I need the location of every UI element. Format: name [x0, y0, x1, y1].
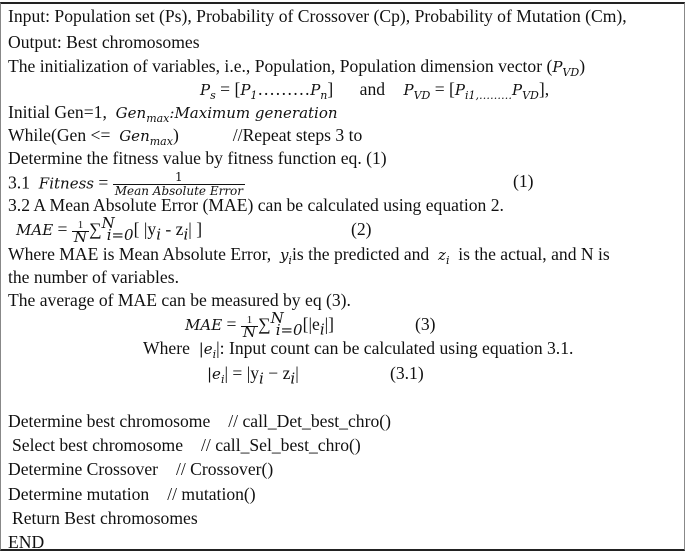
where-e-line: Where $|e_i|$: Input count can be calculated using equation 3.1.: [143, 338, 574, 362]
average-line: The average of MAE can be measured by eq (3).: [8, 289, 351, 310]
mae-intro-line: 3.2 A Mean Absolute Error (MAE) can be calculated using equation 2.: [8, 195, 504, 216]
input-line: Input: Population set (Ps), Probability of Crossover (Cp), Probability of Mutation (Cm),: [8, 6, 627, 26]
init-line: [8, 56, 585, 77]
init-end: ): [579, 55, 586, 76]
ps-equation: $P_s$ = $[P_1\dots\dots\dots P_n]$ and $P_{VD} = [P_{i1,\dots\dots\dots}P_{VD}]$,: [200, 78, 550, 102]
while-line: While(Gen <= Gen$_{max}$) //Repeat steps 3 to: [8, 124, 363, 148]
fitness-equation: 3.1 Fitness = $\frac{1}{\text{Mean Absolute Error}}$ (1): [8, 170, 534, 199]
return-line: Return Best chromosomes: [12, 507, 198, 528]
mae-equation-2: MAE = $\frac{1}{N}$ ∑$^N_{i=0}$[ $|y_i - z_i|$ ] (2): [16, 214, 372, 246]
e-equation: $|e_i| = |y_i - z_i|$ (3.1): [207, 362, 424, 388]
init-var: $P_{VD}$: [552, 57, 580, 79]
initial-gen-line: Initial Gen=1, Gen$_{max}$:Maximum generation: [8, 101, 338, 125]
output-line: Output: Best chromosomes: [8, 32, 200, 53]
end-line: END: [8, 532, 45, 552]
det-mutation-line: Determine mutation // mutation(): [8, 483, 256, 504]
determine-fitness-line: Determine the fitness value by fitness function eq. (1): [8, 147, 387, 168]
number-vars-line: the number of variables.: [8, 266, 179, 287]
init-text: The initialization of variables, i.e., Population, Population dimension vector (: [8, 55, 553, 76]
mae-equation-3: MAE = $\frac{1}{N}$ $\sum^N_{i=0}[|e_i|]$ (3): [185, 309, 436, 341]
where-mae-line: Where MAE is Mean Absolute Error, $y_iis$ the predicted and $z_i$ is the actual, and N is: [8, 243, 610, 267]
det-crossover-line: Determine Crossover // Crossover(): [8, 459, 274, 480]
sel-best-line: Select best chromosome // call_Sel_best_chro(): [12, 435, 361, 456]
det-best-line: Determine best chromosome // call_Det_best_chro(): [8, 410, 391, 431]
